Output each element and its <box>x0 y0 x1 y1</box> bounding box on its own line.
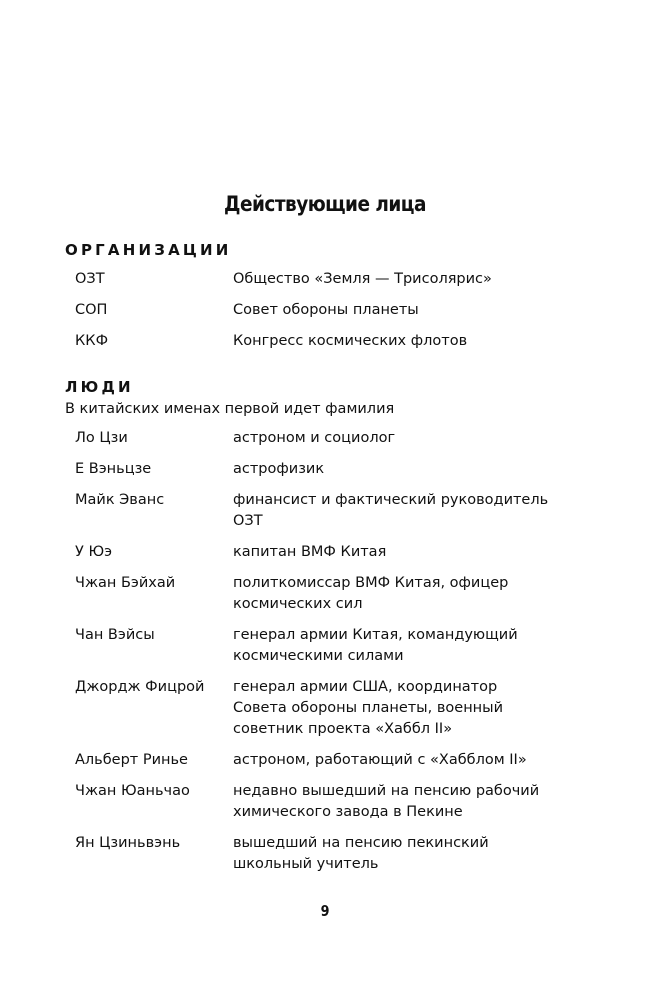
list-item <box>75 781 553 823</box>
person-name: Альберт Ринье <box>75 752 188 768</box>
person-name: Ло Цзи <box>75 430 128 446</box>
list-item <box>75 677 553 740</box>
list-item <box>75 625 553 667</box>
person-name: Чжан Юаньчао <box>75 783 190 799</box>
page-number: 9 <box>320 902 330 920</box>
person-description: политкомиссар ВМФ Китая, офицер космических сил <box>233 575 509 612</box>
person-description: капитан ВМФ Китая <box>233 544 387 560</box>
organization-abbr: СОП <box>75 302 108 318</box>
person-name: У Юэ <box>75 544 113 560</box>
list-item <box>75 331 553 352</box>
organization-name: Общество «Земля — Трисолярис» <box>233 271 492 287</box>
person-name: Е Вэньцзе <box>75 461 152 477</box>
person-name: Чан Вэйсы <box>75 627 155 643</box>
list-item <box>75 750 553 771</box>
people-heading: ЛЮДИ <box>65 378 134 396</box>
person-name: Чжан Бэйхай <box>75 575 176 591</box>
person-description: астроном, работающий с «Хабблом II» <box>233 752 527 768</box>
organization-name: Конгресс космических флотов <box>233 333 468 349</box>
person-name: Ян Цзиньвэнь <box>75 835 181 851</box>
organization-abbr: ККФ <box>75 333 109 349</box>
organizations-list <box>75 269 553 362</box>
list-item <box>75 542 553 563</box>
list-item <box>75 459 553 480</box>
people-note: В китайских именах первой идет фамилия <box>65 401 395 417</box>
list-item <box>75 833 553 875</box>
person-name: Майк Эванс <box>75 492 165 508</box>
people-list <box>75 428 553 885</box>
list-item <box>75 300 553 321</box>
person-name: Джордж Фицрой <box>75 679 205 695</box>
person-description: финансист и фактический руководитель ОЗТ <box>233 492 549 529</box>
organizations-heading: ОРГАНИЗАЦИИ <box>65 241 232 259</box>
page-title: Действующие лица <box>224 192 426 216</box>
person-description: генерал армии Китая, командующий космическими силами <box>233 627 518 664</box>
person-description: вышедший на пенсию пекинский школьный учитель <box>233 835 489 872</box>
list-item <box>75 428 553 449</box>
list-item <box>75 573 553 615</box>
person-description: недавно вышедший на пенсию рабочий химического завода в Пекине <box>233 783 540 820</box>
organization-name: Совет обороны планеты <box>233 302 419 318</box>
list-item <box>75 269 553 290</box>
person-description: астрофизик <box>233 461 325 477</box>
list-item <box>75 490 553 532</box>
organization-abbr: ОЗТ <box>75 271 105 287</box>
person-description: генерал армии США, координатор Совета обороны планеты, военный советник проекта «Хаббл II» <box>233 679 504 737</box>
person-description: астроном и социолог <box>233 430 396 446</box>
